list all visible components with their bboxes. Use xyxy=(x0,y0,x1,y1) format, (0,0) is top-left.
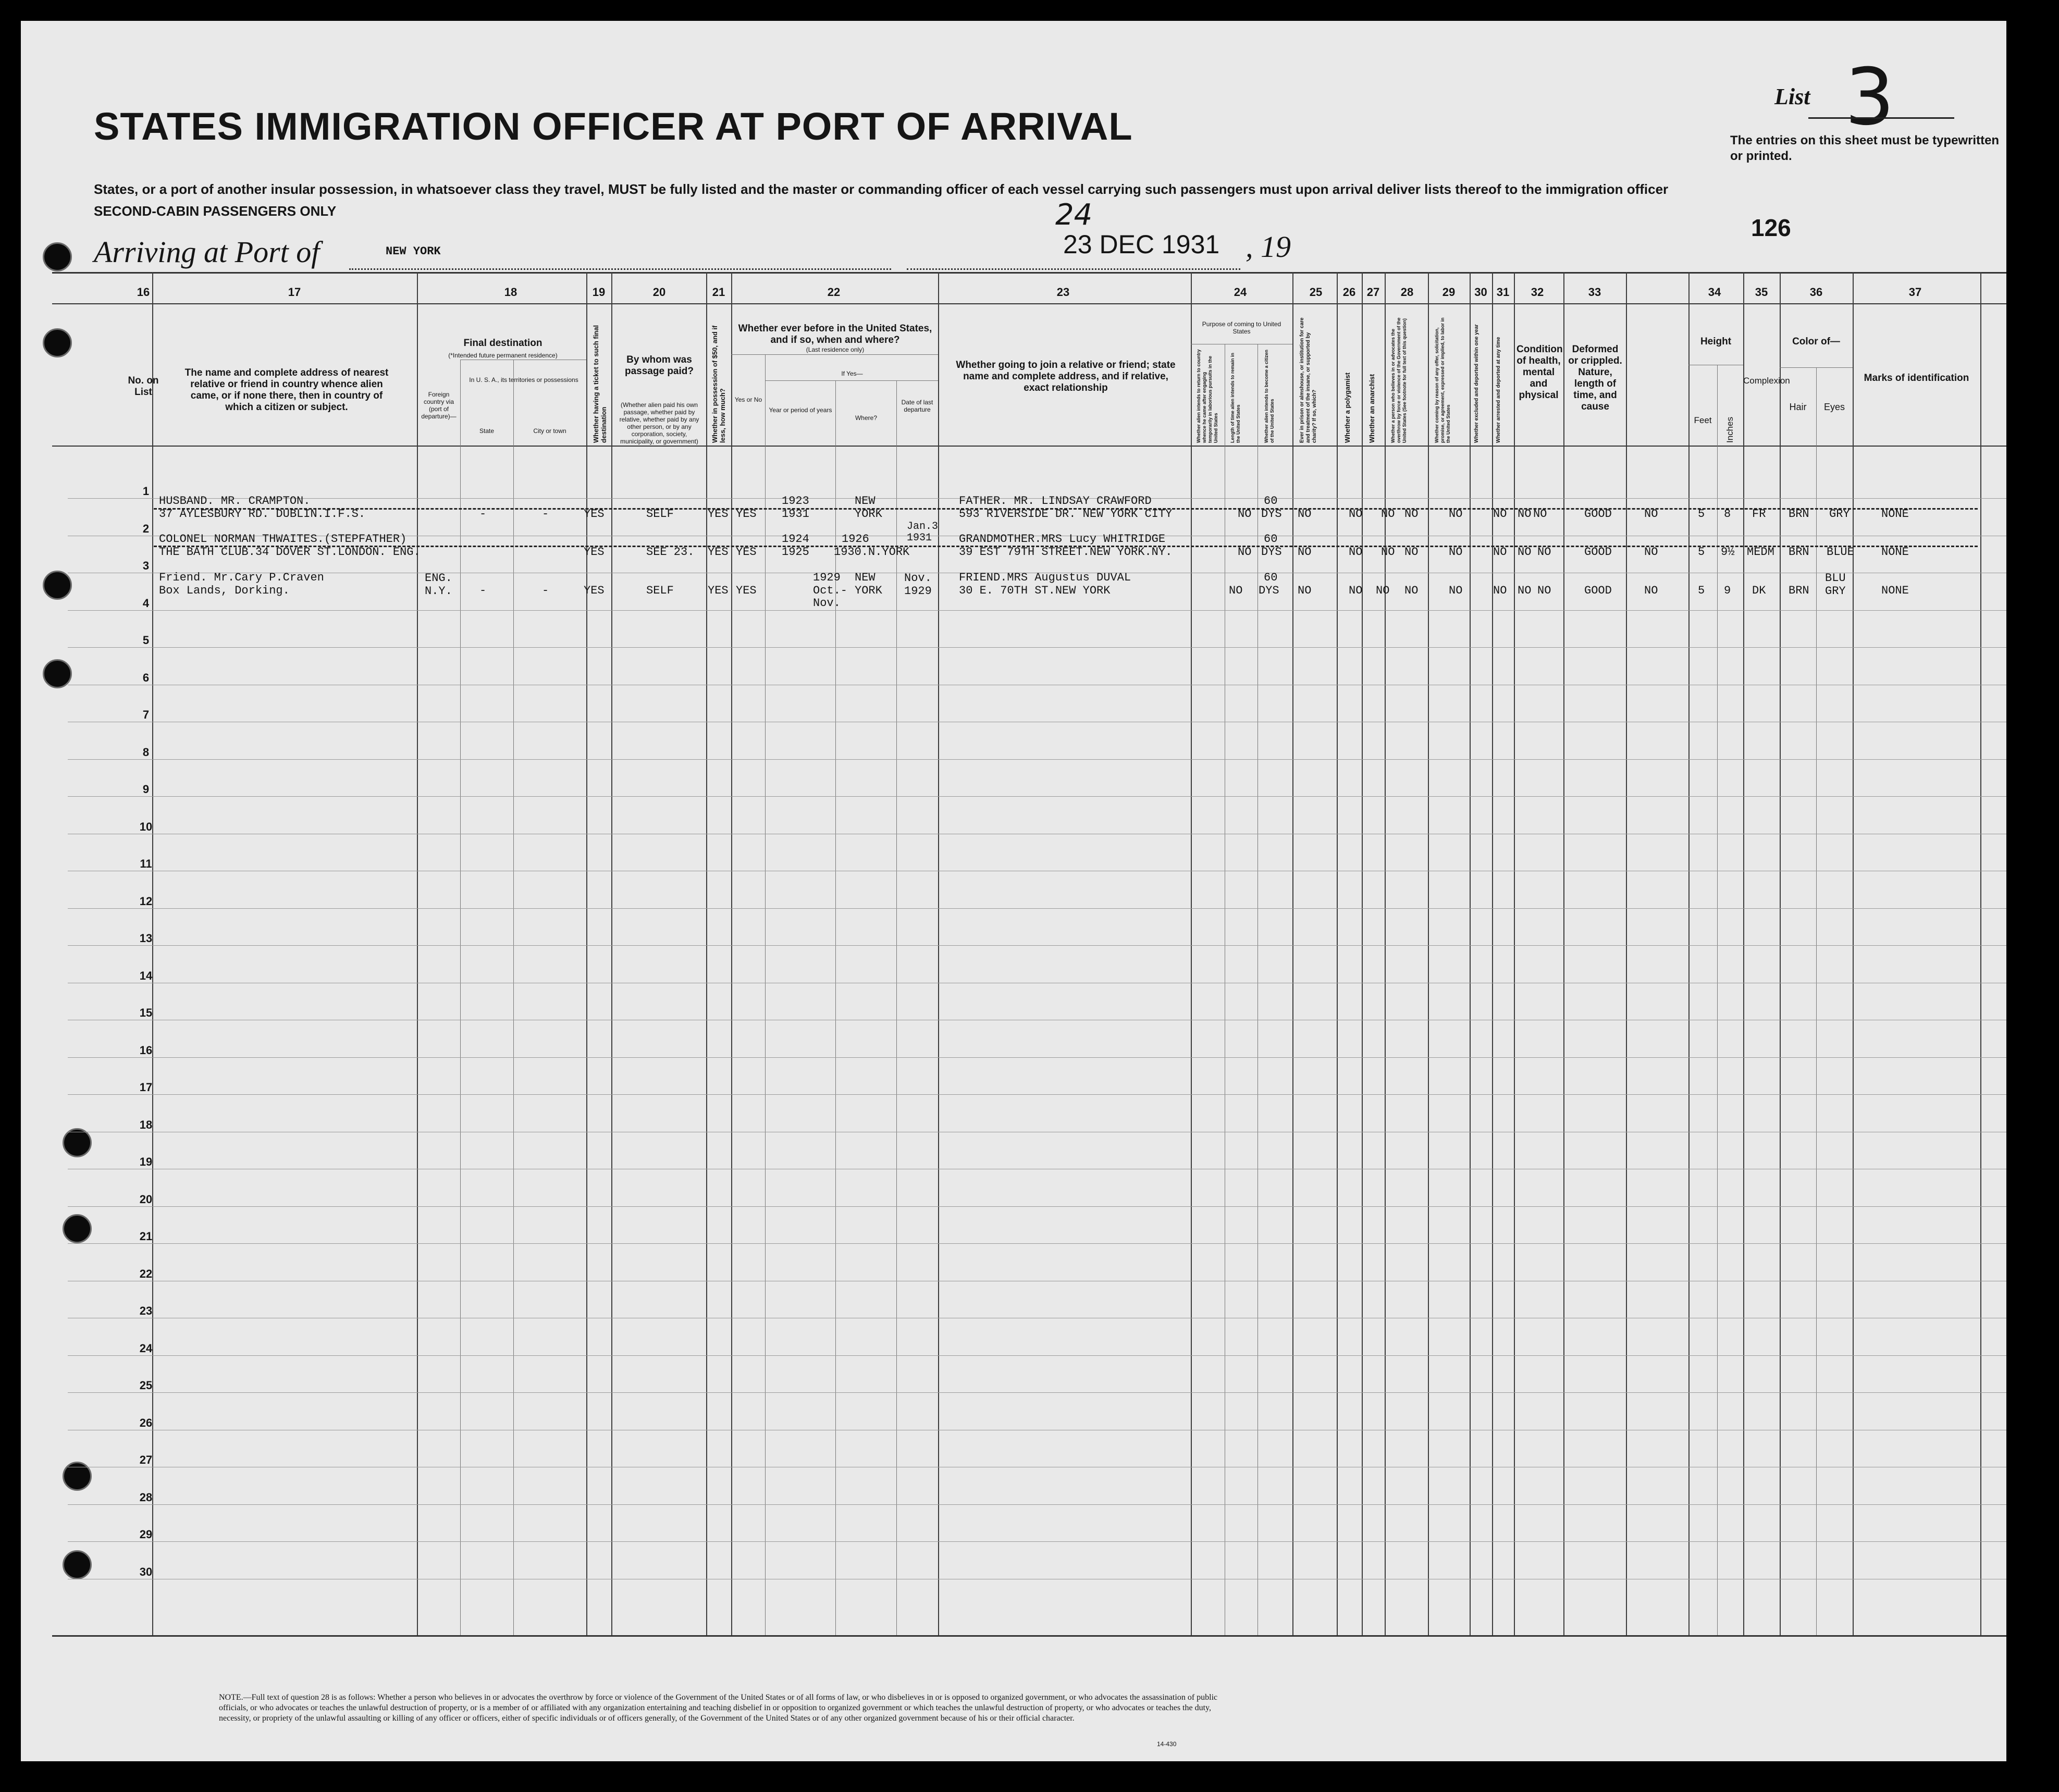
punch-hole xyxy=(43,242,72,271)
row-number: 10 xyxy=(139,820,153,833)
entry-1-before: YES xyxy=(736,508,757,521)
row-number: 5 xyxy=(142,634,150,647)
col-sep xyxy=(1492,272,1493,1635)
column-number: 35 xyxy=(1755,286,1768,299)
entry-2-where2: 1930.N.YORK xyxy=(834,546,910,559)
entry-1-citizen: NO xyxy=(1298,508,1312,521)
header-eyes: Eyes xyxy=(1823,402,1845,412)
column-number: 30 xyxy=(1474,286,1487,299)
col-sep xyxy=(706,272,707,1635)
list-label: List xyxy=(1774,84,1810,109)
col-sep xyxy=(1717,365,1718,1635)
col-sep xyxy=(1514,272,1515,1635)
row-number: 22 xyxy=(139,1267,153,1280)
entry-2-polygamist: NO xyxy=(1381,546,1395,559)
entry-3-length1: 60 xyxy=(1264,571,1278,584)
entry-2-citizen: NO xyxy=(1298,546,1312,559)
header-inches: Inches xyxy=(1725,416,1735,443)
column-number: 29 xyxy=(1442,286,1456,299)
entry-1-relative-line2: 37 AYLESBURY RD. DUBLIN.I.F.S. xyxy=(159,508,366,521)
row-line xyxy=(68,1057,2006,1058)
row-number: 28 xyxy=(139,1490,153,1504)
entry-3-deformed: NO xyxy=(1644,584,1658,597)
header-overthrow: Whether a person who believes in or advocates the overthrow by force or violence of the Government of the United States (See footnote for full text of this question) xyxy=(1390,317,1407,443)
header-passage-paid: By whom was passage paid? xyxy=(625,354,694,377)
punch-hole xyxy=(63,1462,92,1491)
row-line xyxy=(68,610,2006,611)
entry-2-length1: 60 xyxy=(1264,533,1278,546)
column-number: 22 xyxy=(827,286,841,299)
entry-1-where2: YORK xyxy=(855,508,882,521)
row-number: 26 xyxy=(139,1416,153,1429)
entry-3-length2: DYS xyxy=(1259,584,1279,597)
entry-3-city: - xyxy=(542,584,549,597)
entry-3-inches: 9 xyxy=(1724,584,1731,597)
manifest-sheet xyxy=(21,21,2006,1761)
entry-1-city: - xyxy=(542,508,549,521)
column-number: 25 xyxy=(1309,286,1323,299)
entry-3-fifty: YES xyxy=(708,584,729,597)
col-sep xyxy=(1563,272,1564,1635)
header-purpose: Purpose of coming to United States xyxy=(1202,320,1281,335)
col-sep xyxy=(1853,272,1854,1635)
row-number: 27 xyxy=(139,1453,153,1466)
col-sep xyxy=(1470,272,1471,1635)
row-number: 4 xyxy=(142,596,150,610)
list-underline xyxy=(1808,117,1954,119)
entry-3-anarchist: NO xyxy=(1404,584,1419,597)
entry-3-health: GOOD xyxy=(1584,584,1612,597)
entry-3-year1: 1929 xyxy=(813,571,841,584)
punch-hole xyxy=(63,1214,92,1243)
subtitle: States, or a port of another insular possession, in whatsoever class they travel, MUST be fully listed and the master or commanding officer of each vessel carrying such passengers must upon arrival deliver lists thereof to the immigration officer xyxy=(94,181,1669,197)
entry-3-hair: BRN xyxy=(1789,584,1809,597)
header-purpose-length: Length of time alien intends to remain in the United States xyxy=(1230,352,1241,443)
header-labor-offer: Whether coming by reason of any offer, solicitation, promise, or agreement, expressed or implied, to labor in the United States xyxy=(1434,317,1451,443)
entry-2-length2: DYS xyxy=(1261,546,1282,559)
entry-1-marks: NONE xyxy=(1881,508,1909,521)
header-ticket: Whether having a ticket to such final destination xyxy=(592,325,608,443)
entry-3-polygamist: NO xyxy=(1376,584,1390,597)
header-height: Height xyxy=(1700,336,1732,347)
date-overwrite: 24 xyxy=(1055,198,1093,232)
entry-2-fifty: YES xyxy=(708,546,729,559)
col-sep xyxy=(1626,272,1627,1635)
column-number: 24 xyxy=(1234,286,1247,299)
header-color: Color of— xyxy=(1792,336,1840,347)
col-sep xyxy=(1191,272,1192,1635)
header-where: Where? xyxy=(855,414,878,422)
column-number: 37 xyxy=(1908,286,1922,299)
arriving-label: Arriving at Port of xyxy=(94,235,320,269)
entry-1-join2: 593 RIVERSIDE DR. NEW YORK CITY xyxy=(959,508,1173,521)
row-number: 15 xyxy=(139,1006,153,1019)
entry-1-ticket: YES xyxy=(584,508,605,521)
row-line xyxy=(68,1206,2006,1207)
col-sep xyxy=(896,380,897,1635)
entry-1-relative-line1: HUSBAND. MR. CRAMPTON. xyxy=(159,495,311,508)
col-sep xyxy=(1292,272,1293,1635)
header-anarchist: Whether an anarchist xyxy=(1368,374,1376,443)
entry-3-overthrow: NO xyxy=(1449,584,1463,597)
entry-3-relative-line2: Box Lands, Dorking. xyxy=(159,584,290,597)
entry-3-deported: NO xyxy=(1537,584,1551,597)
header-bottom-rule xyxy=(52,446,2006,447)
cabin-class: SECOND-CABIN PASSENGERS ONLY xyxy=(94,203,337,219)
entry-2-health: GOOD xyxy=(1584,546,1612,559)
row-number: 20 xyxy=(139,1192,153,1206)
row-line xyxy=(68,1541,2006,1542)
row-number: 19 xyxy=(139,1155,153,1168)
header-feet: Feet xyxy=(1694,415,1712,425)
port-value: NEW YORK xyxy=(386,245,441,258)
table-bottom-border xyxy=(52,1635,2006,1637)
header-yes-no: Yes or No xyxy=(734,396,762,403)
form-code: 14-430 xyxy=(1157,1740,1177,1748)
column-number: 36 xyxy=(1809,286,1823,299)
row-line xyxy=(68,759,2006,760)
row-line xyxy=(68,1355,2006,1356)
entry-1-year1: 1923 xyxy=(782,495,809,508)
entry-1-fifty: YES xyxy=(708,508,729,521)
entry-2-join2: 39 EST 79TH STREET.NEW YORK.NY. xyxy=(959,546,1173,559)
header-health: Condition of health, mental and physical xyxy=(1516,344,1563,401)
column-number: 21 xyxy=(712,286,725,299)
column-number-rule xyxy=(52,303,2006,304)
footnote: NOTE.—Full text of question 28 is as follows: Whether a person who believes in or advocates the overthrow by force or violence of the Government of the United States or of all forms of law, or who disbelieves in or is opposed to organized government, or who advocates the assassination of public officials, or who advocates or teaches the unlawful destruction of property, or is a member of or affiliated with any organization entertaining and teaching disbelief in or opposition to organized government or which teaches the unlawful destruction of property, or who advocates or teaches the duty, necessity, or propriety of the unlawful assaulting or killing of any officer or officers, either of specific individuals or of officers generally, of the Government of the United States or of any other organized government because of his or their official character. xyxy=(219,1693,1218,1723)
row-line xyxy=(68,1504,2006,1505)
row-line xyxy=(68,908,2006,909)
col-sep xyxy=(1688,272,1690,1635)
column-number: 34 xyxy=(1708,286,1721,299)
header-join-relative: Whether going to join a relative or friend; state name and complete address, and if relative, exact relationship xyxy=(956,360,1176,393)
entry-3-citizen: NO xyxy=(1298,584,1312,597)
header-marks: Marks of identification xyxy=(1864,373,1969,384)
entry-3-where2: YORK xyxy=(855,584,882,597)
entry-2-before: YES xyxy=(736,546,757,559)
punch-hole xyxy=(43,328,72,357)
entry-3-excluded: NO xyxy=(1518,584,1532,597)
entry-1-polygamist: NO xyxy=(1381,508,1395,521)
col-sep xyxy=(1780,272,1781,1635)
entry-3-where1: NEW xyxy=(855,571,876,584)
entry-1-deported: NO xyxy=(1533,508,1547,521)
entry-2-join1: GRANDMOTHER.MRS Lucy WHITRIDGE xyxy=(959,533,1166,546)
column-number: 27 xyxy=(1366,286,1380,299)
header-prison: Ever in prison or almshouse, or institution for care and treatment of the insane, or supported by charity? If so, which? xyxy=(1299,317,1317,443)
header-excluded: Whether excluded and deported within one year xyxy=(1474,324,1479,443)
header-in-usa: In U. S. A., its territories or possessions xyxy=(469,376,578,384)
row-number: 29 xyxy=(139,1528,153,1541)
entry-2-hair: BRN xyxy=(1789,546,1809,559)
year-label: , 19 xyxy=(1246,230,1291,264)
entry-3-state: - xyxy=(479,584,487,597)
row-line xyxy=(68,1094,2006,1095)
row-number: 3 xyxy=(142,559,150,572)
entry-2-excluded: NO xyxy=(1518,546,1532,559)
row-number: 16 xyxy=(139,1043,153,1057)
header-passage-paid-sub: (Whether alien paid his own passage, whether paid by relative, whether paid by any other person, or by any corporation, society, municipality, or government) xyxy=(619,401,699,445)
col-sep xyxy=(1980,272,1981,1635)
entry-1-join1: FATHER. MR. LINDSAY CRAWFORD xyxy=(959,495,1152,508)
row-number: 11 xyxy=(140,857,152,870)
entry-1-deformed: NO xyxy=(1644,508,1658,521)
header-complexion: Complexion xyxy=(1743,376,1790,386)
row-number: 6 xyxy=(142,671,150,684)
entry-1-length2: DYS xyxy=(1261,508,1282,521)
entry-2-relative-line2: THE BATH CLUB.34 DOVER ST.LONDON. ENG. xyxy=(159,546,421,559)
row-line xyxy=(68,1243,2006,1244)
list-number: 3 xyxy=(1845,52,1895,143)
entry-3-feet: 5 xyxy=(1698,584,1705,597)
header-ever-before: Whether ever before in the United States, and if so, when and where? xyxy=(738,323,932,345)
header-deported: Whether arrested and deported at any time xyxy=(1496,337,1501,443)
entry-1-return: NO xyxy=(1238,508,1252,521)
entry-1-year2: 1931 xyxy=(782,508,809,521)
col-sep xyxy=(1337,272,1338,1635)
punch-hole xyxy=(63,1128,92,1157)
row-line xyxy=(68,945,2006,946)
header-purpose-return: Whether alien intends to return to country whence he came after engaging temporarily in laborious pursuits in the United States xyxy=(1196,349,1218,443)
column-number: 28 xyxy=(1400,286,1414,299)
entry-2-offer: NO xyxy=(1493,546,1507,559)
col-sep xyxy=(1257,344,1258,1635)
col-sep xyxy=(417,272,418,1635)
entry-1-offer: NO xyxy=(1493,508,1507,521)
date-underline xyxy=(907,268,1240,270)
entry-2-ticket: YES xyxy=(584,546,605,559)
row-number: 18 xyxy=(139,1118,153,1131)
header-relative-friend: The name and complete address of nearest relative or friend in country whence alien came, or if none there, then in country of which a citizen or subject. xyxy=(184,367,389,413)
col-sep xyxy=(1816,367,1817,1635)
entry-1-state: - xyxy=(479,508,487,521)
col-sep xyxy=(1385,272,1386,1635)
header-final-destination-sub: (*Intended future permanent residence) xyxy=(448,352,558,359)
entry-2-eyes: BLUE xyxy=(1827,546,1854,559)
col-sep xyxy=(1743,272,1744,1635)
column-number: 33 xyxy=(1588,286,1601,299)
entry-3-complexion: DK xyxy=(1752,584,1766,597)
subheader-rule xyxy=(731,354,938,355)
row-number: 17 xyxy=(139,1081,153,1094)
entry-1-prison: NO xyxy=(1349,508,1363,521)
header-year: Year or period of years xyxy=(769,406,832,414)
header-if-yes: If Yes— xyxy=(841,370,863,377)
entry-1-paid: SELF xyxy=(646,508,674,521)
col-sep xyxy=(938,272,939,1635)
row-number: 24 xyxy=(139,1341,153,1355)
punch-hole xyxy=(63,1550,92,1579)
row-line xyxy=(68,647,2006,648)
entry-1-hair: BRN xyxy=(1789,508,1809,521)
entry-3-return: NO xyxy=(1229,584,1243,597)
column-number: 23 xyxy=(1056,286,1070,299)
header-city: City or town xyxy=(533,427,566,435)
entry-2-paid: SEE 23. xyxy=(646,546,695,559)
col-sep xyxy=(513,360,514,1635)
row-number: 12 xyxy=(139,894,153,908)
header-last-departure: Date of last departure xyxy=(901,399,933,413)
entry-3-offer: NO xyxy=(1493,584,1507,597)
row-number: 7 xyxy=(142,708,150,721)
col-sep xyxy=(611,272,612,1635)
header-final-destination: Final destination xyxy=(463,338,543,349)
column-number: 31 xyxy=(1496,286,1510,299)
header-fifty-dollars: Whether in possession of $50, and if less, how much? xyxy=(711,325,726,443)
entry-3-paid: SELF xyxy=(646,584,674,597)
entry-2-where1: 1926 xyxy=(842,533,869,546)
entry-2-complexion: MEDM xyxy=(1747,546,1774,559)
entry-1-length1: 60 xyxy=(1264,495,1278,508)
entry-2-feet: 5 xyxy=(1698,546,1705,559)
punch-hole xyxy=(43,571,72,600)
col-sep xyxy=(731,272,732,1635)
entry-1-eyes: GRY xyxy=(1829,508,1850,521)
column-number: 32 xyxy=(1531,286,1544,299)
column-number: 20 xyxy=(652,286,666,299)
entry-2-inches: 9½ xyxy=(1721,546,1735,559)
col-sep xyxy=(1362,272,1363,1635)
row-line xyxy=(68,1392,2006,1393)
page-title: STATES IMMIGRATION OFFICER AT PORT OF ARRIVAL xyxy=(94,105,1133,148)
header-hair: Hair xyxy=(1789,402,1807,412)
entry-1-overthrow: NO xyxy=(1449,508,1463,521)
entry-1-complexion: FR xyxy=(1752,508,1766,521)
entry-2-relative-line1: COLONEL NORMAN THWAITES.(STEPFATHER) xyxy=(159,533,407,546)
column-number: 26 xyxy=(1342,286,1356,299)
entry-1-anarchist: NO xyxy=(1404,508,1419,521)
row-line xyxy=(68,796,2006,797)
entry-2-year1: 1924 xyxy=(782,533,809,546)
header-no-on-list: No. on List xyxy=(128,375,159,398)
entry-3-join2: 30 E. 70TH ST.NEW YORK xyxy=(959,584,1111,597)
entry-2-deformed: NO xyxy=(1644,546,1658,559)
row-number: 8 xyxy=(142,745,150,759)
entry-2-overthrow: NO xyxy=(1449,546,1463,559)
row-number: 23 xyxy=(139,1304,153,1317)
entries-note: The entries on this sheet must be typewritten or printed. xyxy=(1730,133,2000,163)
col-sep xyxy=(460,360,461,1635)
entry-3-year2: Oct.-Nov. xyxy=(813,584,848,610)
entry-3-prison: NO xyxy=(1349,584,1363,597)
row-number: 25 xyxy=(139,1379,153,1392)
row-number: 14 xyxy=(139,969,153,982)
header-polygamist: Whether a polygamist xyxy=(1343,372,1351,443)
col-sep xyxy=(835,380,836,1635)
header-deformed: Deformed or crippled. Nature, length of time, and cause xyxy=(1568,344,1622,412)
table-top-border xyxy=(52,272,2006,274)
row-number: 13 xyxy=(139,932,153,945)
entry-3-foreign: ENG. N.Y. xyxy=(425,572,452,598)
date-value: 23 DEC 1931 xyxy=(1063,230,1220,259)
row-number: 2 xyxy=(142,522,150,535)
entry-2-year2: 1925 xyxy=(782,546,809,559)
column-number: 19 xyxy=(592,286,606,299)
entry-3-eyes: BLU GRY xyxy=(1825,572,1846,598)
row-number: 30 xyxy=(139,1565,153,1578)
entry-3-relative-line1: Friend. Mr.Cary P.Craven xyxy=(159,571,324,584)
entry-1-feet: 5 xyxy=(1698,508,1705,521)
column-number: 16 xyxy=(137,286,150,299)
column-number: 18 xyxy=(504,286,517,299)
header-foreign-country: Foreign country via (port of departure)— xyxy=(421,391,457,420)
header-state: State xyxy=(479,427,495,435)
column-number: 17 xyxy=(288,286,301,299)
header-purpose-citizen: Whether alien intends to become a citizen of the United States xyxy=(1264,349,1275,443)
entry-3-departure: Nov. 1929 xyxy=(904,572,932,598)
entry-2-deported: NO xyxy=(1537,546,1551,559)
entry-1-inches: 8 xyxy=(1724,508,1731,521)
entry-2-departure: Jan.3 1931 xyxy=(907,521,939,544)
entry-1-where1: NEW xyxy=(855,495,876,508)
sheet-code: 126 xyxy=(1751,214,1791,241)
subheader-rule xyxy=(765,380,938,381)
entry-3-join1: FRIEND.MRS Augustus DUVAL xyxy=(959,571,1131,584)
entry-3-marks: NONE xyxy=(1881,584,1909,597)
row-number: 9 xyxy=(142,783,150,796)
subheader-rule xyxy=(1780,367,1853,368)
header-last-residence: (Last residence only) xyxy=(806,346,865,353)
entry-2-return: NO xyxy=(1238,546,1252,559)
entry-1-excluded: NO xyxy=(1518,508,1532,521)
row-number: 1 xyxy=(142,485,150,498)
entry-3-before: YES xyxy=(736,584,757,597)
entry-1-health: GOOD xyxy=(1584,508,1612,521)
col-sep xyxy=(152,272,153,1635)
port-underline xyxy=(349,268,891,270)
entry-2-prison: NO xyxy=(1349,546,1363,559)
col-sep xyxy=(1428,272,1429,1635)
entry-3-ticket: YES xyxy=(584,584,605,597)
entry-2-marks: NONE xyxy=(1881,546,1909,559)
col-sep xyxy=(586,272,587,1635)
row-number: 21 xyxy=(139,1230,153,1243)
entry-2-anarchist: NO xyxy=(1404,546,1419,559)
